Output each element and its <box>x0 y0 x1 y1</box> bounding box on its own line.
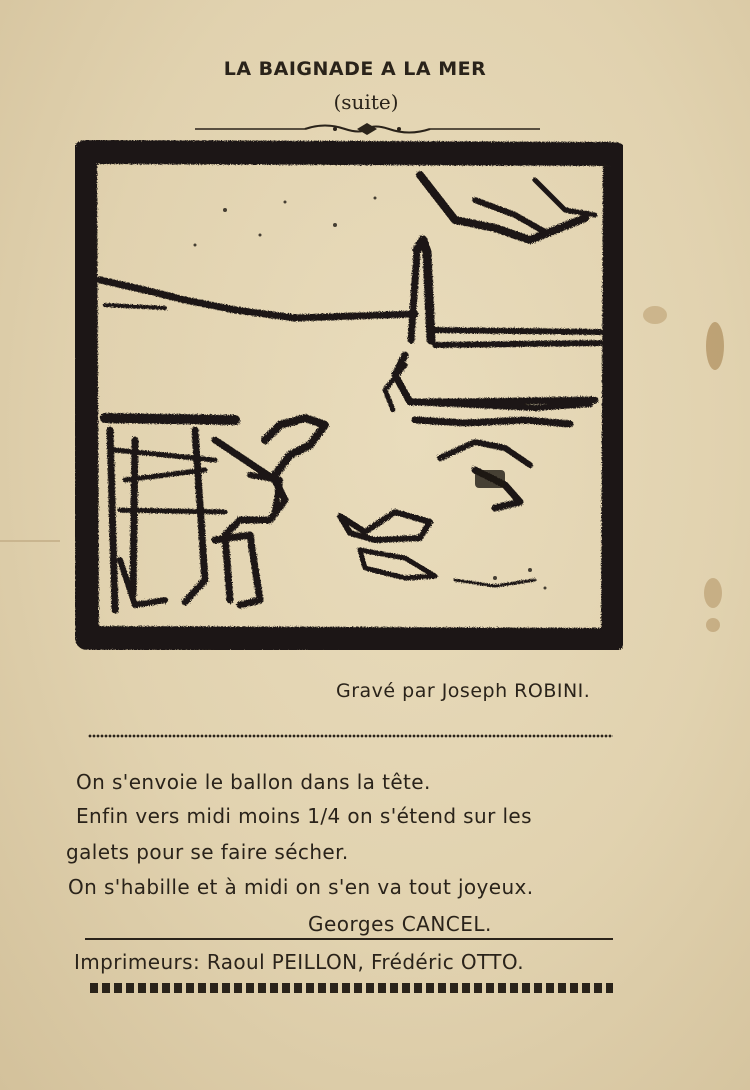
text-line-3: galets pour se faire sécher. <box>66 840 349 864</box>
rust-stain <box>704 578 722 608</box>
dotted-divider <box>88 733 613 739</box>
block-divider <box>90 983 613 993</box>
rust-stain <box>643 306 667 324</box>
paper-fold <box>0 540 60 542</box>
text-line-4: On s'habille et à midi on s'en va tout joyeux. <box>68 875 534 899</box>
rust-stain <box>706 322 724 370</box>
page-subtitle: (suite) <box>333 90 399 114</box>
text-line-1: On s'envoie le ballon dans la tête. <box>76 770 431 794</box>
solid-divider <box>85 938 613 940</box>
printers-credit: Imprimeurs: Raoul PEILLON, Frédéric OTTO. <box>74 950 524 974</box>
text-line-2: Enfin vers midi moins 1/4 on s'étend sur les <box>76 804 532 828</box>
engraver-credit: Gravé par Joseph ROBINI. <box>336 680 591 702</box>
woodcut-illustration <box>75 140 623 650</box>
page-title: LA BAIGNADE A LA MER <box>223 58 487 80</box>
author-signature: Georges CANCEL. <box>308 912 492 936</box>
rust-stain <box>706 618 720 632</box>
title-ornament <box>195 120 540 138</box>
